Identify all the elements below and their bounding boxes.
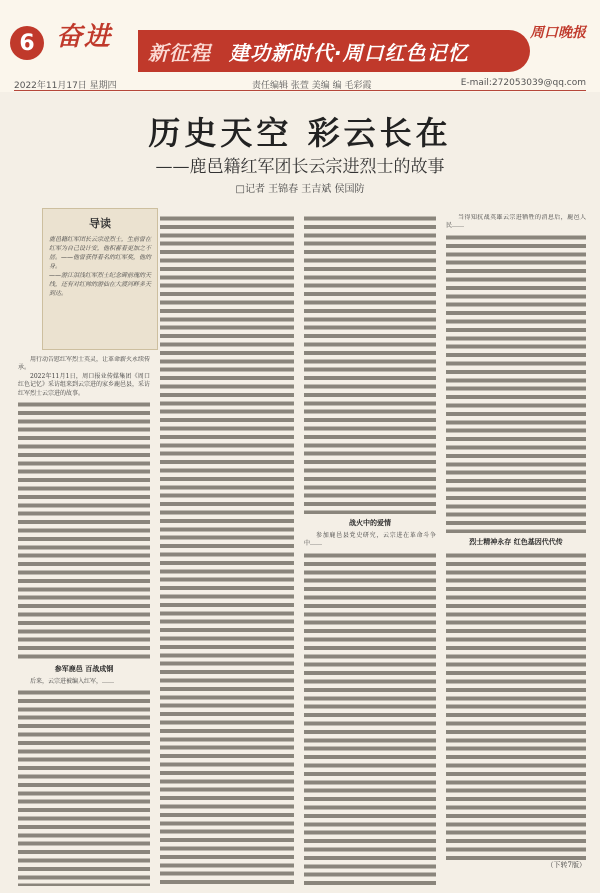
article-subtitle: ——鹿邑籍红军团长云宗进烈士的故事	[155, 157, 445, 177]
date: 2022年11月17日 星期四	[14, 81, 117, 91]
text-block	[446, 551, 586, 861]
brand-logo: 奋进	[56, 22, 113, 52]
column-2	[160, 214, 294, 886]
article-title: 历史天空 彩云长在	[148, 114, 452, 152]
byline: □记者 王锦春 王吉斌 侯国防	[235, 184, 365, 195]
column-4	[446, 214, 586, 886]
section-heading: 战火中的爱情	[349, 519, 391, 527]
slogan-part2: 建功新时代·周口红色记忆	[229, 40, 469, 65]
page-number: 6	[10, 26, 44, 60]
column-1	[18, 356, 150, 886]
column-3	[304, 214, 436, 886]
section-heading: 参军鹿邑 百战成钢	[54, 665, 114, 674]
email: E-mail:272053039@qq.com	[460, 78, 586, 88]
text-block	[446, 233, 586, 533]
slogan-part1: 新征程	[148, 40, 211, 65]
page-banner	[0, 0, 600, 92]
paragraph: 用行动告慰红军烈士英灵，让革命薪火永续传承。	[18, 356, 150, 372]
guide-text: 鹿邑籍红军团长云宗进烈士，生前曾在红军为自己设计安，他积蓄着更加之不居。——他曾获得着名的红军奖，他的身。 ——游江泪浅红军烈士纪念碑前瑰的天线，还有对红帅的游仙在大渡河畔多天到达。	[49, 236, 152, 297]
text-block	[304, 214, 436, 514]
guide-title: 导读	[89, 217, 111, 230]
slogan-bar	[138, 30, 530, 72]
paragraph: 2022年11月1日，周口报业传媒集团《周口红色记忆》采访组来到云宗进的家乡鹿邑县，采访红军烈士云宗进的故事。	[18, 372, 150, 397]
section-heading: 烈士精神永存 红色基因代代传	[469, 537, 563, 546]
text-block	[18, 688, 150, 886]
guide-box	[42, 208, 158, 350]
text-block	[18, 400, 150, 660]
continued-note: （下转7版）	[546, 860, 586, 869]
editors: 责任编辑 张萱 美编 编 毛彩霞	[252, 81, 372, 91]
paragraph: 参加鹿邑县党史研究，云宗进在革命斗争中……	[304, 532, 436, 548]
meta-line	[14, 78, 586, 91]
paragraph: 后来，云宗进被编入红军，……	[30, 678, 115, 686]
text-block	[304, 551, 436, 886]
masthead: 周口晚报	[530, 25, 586, 41]
paragraph: 当得知抗战英雄云宗进牺牲的消息后，鹿邑人民……	[446, 214, 586, 230]
